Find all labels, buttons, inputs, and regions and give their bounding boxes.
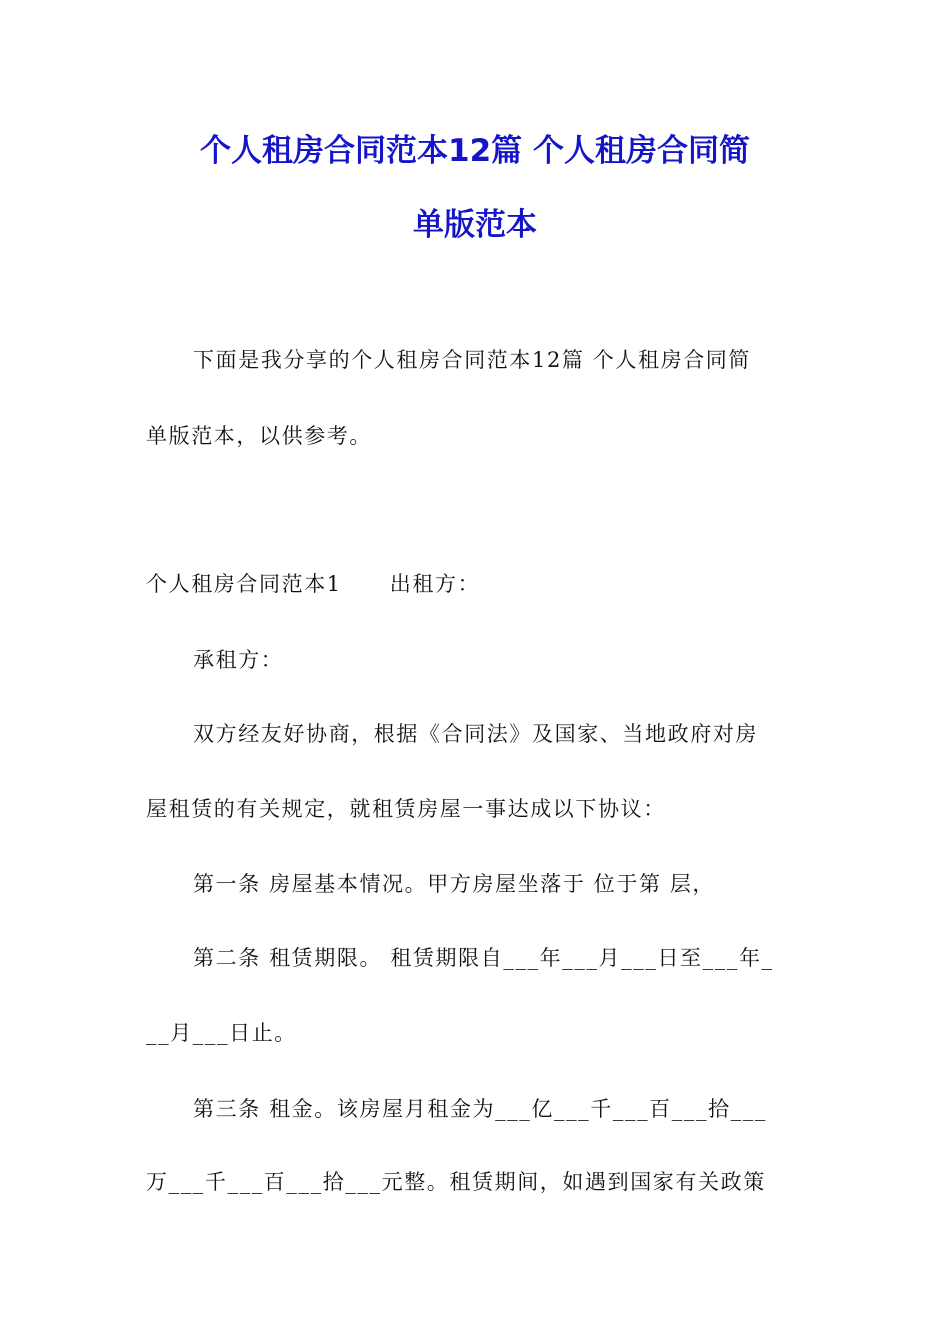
article-3-line-2: 万___千___百___拾___元整。租赁期间，如遇到国家有关政策 [146,1170,766,1194]
lessee-label: 承租方： [193,648,284,672]
section-heading-row [146,570,810,598]
paragraph-1-line-1: 双方经友好协商，根据《合同法》及国家、当地政府对房 [193,722,758,746]
lessor-label: 出租方： [389,572,481,596]
paragraph-1-line-2: 屋租赁的有关规定，就租赁房屋一事达成以下协议： [146,797,666,821]
document-title-line-1: 个人租房合同范本12篇 个人租房合同简 [200,133,750,169]
article-1: 第一条 房屋基本情况。甲方房屋坐落于 位于第 层， [193,872,716,896]
article-2-line-2: __月___日止。 [146,1021,297,1045]
article-3-line-1: 第三条 租金。该房屋月租金为___亿___千___百___拾___ [193,1097,767,1121]
document-title-line-2: 单版范本 [413,207,537,243]
intro-paragraph-line-2: 单版范本，以供参考。 [146,424,372,448]
article-2-line-1: 第二条 租赁期限。 租赁期限自___年___月___日至___年_ [193,946,774,970]
section-heading: 个人租房合同范本1 [146,572,342,596]
intro-paragraph-line-1: 下面是我分享的个人租房合同范本12篇 个人租房合同简 [193,348,751,372]
